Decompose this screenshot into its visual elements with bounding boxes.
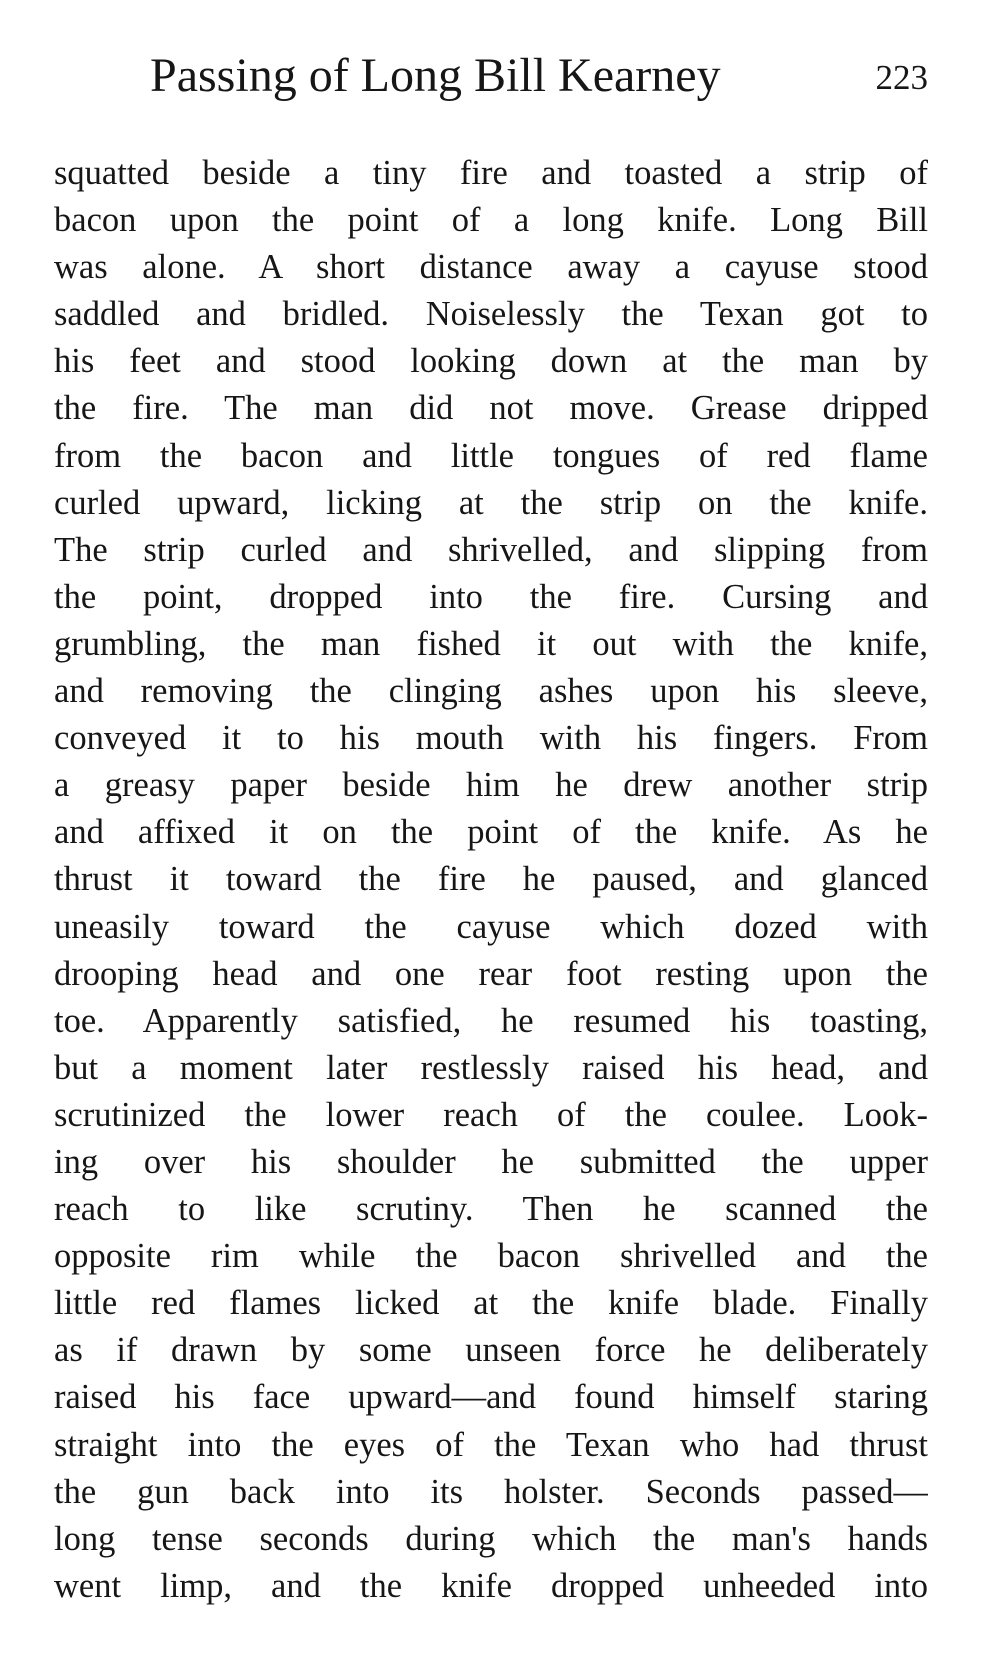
text-line: as if drawn by some unseen force he deliberately	[54, 1331, 928, 1370]
text-line: the fire. The man did not move. Grease dripped	[54, 389, 928, 428]
page-number: 223	[875, 58, 928, 97]
text-line: the point, dropped into the fire. Cursing and	[54, 577, 928, 616]
text-line: his feet and stood looking down at the man by	[54, 342, 928, 381]
text-line: little red flames licked at the knife blade. Finally	[54, 1284, 928, 1323]
text-line: and affixed it on the point of the knife. As he	[54, 813, 928, 852]
text-line: squatted beside a tiny fire and toasted a strip of	[54, 154, 928, 192]
text-line: went limp, and the knife dropped unheeded into	[54, 1566, 928, 1605]
running-head	[150, 36, 928, 116]
text-line: The strip curled and shrivelled, and slipping from	[54, 530, 928, 569]
body-text	[54, 150, 928, 1610]
text-line: ing over his shoulder he submitted the upper	[54, 1142, 928, 1181]
text-line: drooping head and one rear foot resting upon the	[54, 954, 928, 993]
text-line: uneasily toward the cayuse which dozed with	[54, 907, 928, 946]
text-line: bacon upon the point of a long knife. Long Bill	[54, 201, 928, 240]
text-line: raised his face upward—and found himself staring	[54, 1378, 928, 1417]
text-line: conveyed it to his mouth with his fingers. From	[54, 719, 928, 758]
text-line: from the bacon and little tongues of red flame	[54, 436, 928, 475]
text-line: straight into the eyes of the Texan who had thrust	[54, 1425, 928, 1464]
text-line: the gun back into its holster. Seconds passed—	[54, 1472, 928, 1511]
text-line: and removing the clinging ashes upon his sleeve,	[54, 672, 928, 711]
text-line: scrutinized the lower reach of the coulee. Look-	[54, 1095, 928, 1134]
text-line: thrust it toward the fire he paused, and glanced	[54, 860, 928, 899]
text-line: saddled and bridled. Noiselessly the Texan got to	[54, 295, 928, 334]
text-line: opposite rim while the bacon shrivelled and the	[54, 1237, 928, 1276]
text-line: reach to like scrutiny. Then he scanned the	[54, 1190, 928, 1229]
running-title: Passing of Long Bill Kearney	[150, 49, 721, 102]
text-line: curled upward, licking at the strip on the knife.	[54, 483, 928, 522]
text-line: but a moment later restlessly raised his head, and	[54, 1048, 928, 1087]
text-line: grumbling, the man fished it out with the knife,	[54, 624, 928, 663]
text-line: toe. Apparently satisfied, he resumed his toasting,	[54, 1001, 928, 1040]
text-line: was alone. A short distance away a cayuse stood	[54, 248, 928, 287]
text-line: a greasy paper beside him he drew another strip	[54, 766, 928, 805]
text-line: long tense seconds during which the man's hands	[54, 1519, 928, 1558]
